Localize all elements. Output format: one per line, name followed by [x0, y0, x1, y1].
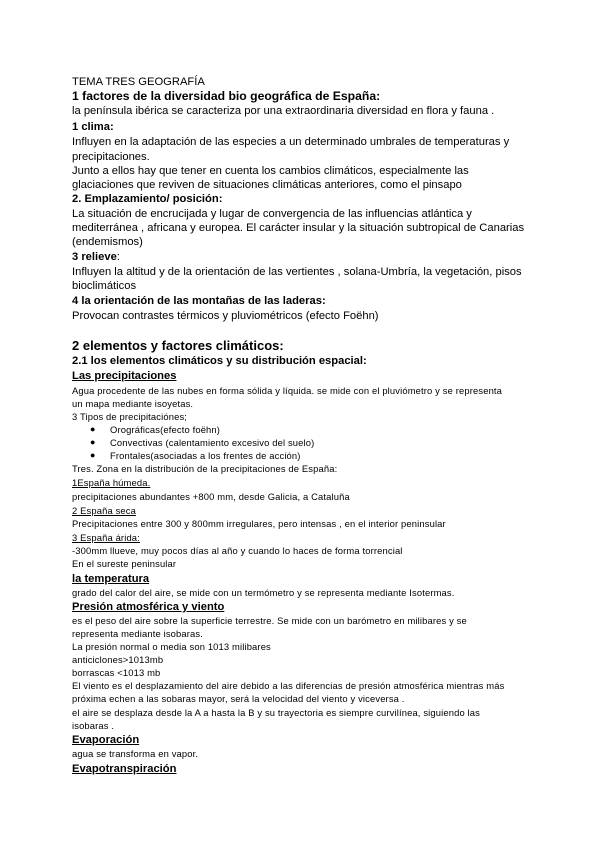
orientacion-heading: 4 la orientación de las montañas de las laderas: — [72, 295, 326, 307]
bullet-item-orograficas: Orográficas(efecto foëhn) — [110, 424, 221, 435]
bullet-icon: ● — [90, 424, 96, 434]
presion-text-1: es el peso del aire sobre la superficie terrestre. Se mide con un barómetro en milibares y se — [72, 615, 467, 626]
relieve-text-1: Influyen la altitud y de la orientación de las vertientes , solana-Umbría, la vegetación, pisos — [72, 266, 522, 278]
relieve-heading-colon: : — [116, 251, 120, 263]
espana-humeda-text: precipitaciones abundantes +800 mm, desde Galicia, a Cataluña — [72, 491, 350, 502]
relieve-heading-label: 3 relieve — [72, 251, 117, 263]
espana-humeda-heading: 1España húmeda. — [72, 477, 151, 488]
evaporacion-text: agua se transforma en vapor. — [72, 748, 199, 759]
presion-text-2: representa mediante isobaras. — [72, 628, 203, 639]
clima-text-1: Influyen en la adaptación de las especies a un determinado umbrales de temperaturas y — [72, 136, 510, 148]
viento-text-2: próxima echen a las sobaras mayor, será la velocidad del viento y viceversa . — [72, 693, 405, 704]
emplazamiento-text-3: (endemismos) — [72, 236, 143, 248]
emplazamiento-heading: 2. Emplazamiento/ posición: — [72, 193, 223, 205]
bullet-icon: ● — [90, 450, 96, 460]
section-2-heading: 2 elementos y factores climáticos: — [72, 338, 284, 353]
viento-text-3: el aire se desplaza desde la A a hasta la B y su trayectoria es siempre curvilínea, siguiendo las — [72, 707, 480, 718]
precipitaciones-text-2: un mapa mediante isoyetas. — [72, 398, 194, 409]
tipos-heading: 3 Tipos de precipitaciónes; — [72, 411, 188, 422]
clima-heading: 1 clima: — [72, 121, 114, 133]
relieve-text-2: bioclimáticos — [72, 280, 137, 292]
emplazamiento-text-2: mediterránea , africana y europea. El carácter insular y la situación subtropical de Canarias — [72, 222, 525, 234]
presion-text-3: La presión normal o media son 1013 milibares — [72, 641, 271, 652]
emplazamiento-text-1: La situación de encrucijada y lugar de convergencia de las influencias atlántica y — [72, 208, 472, 220]
presion-text-5: borrascas <1013 mb — [72, 667, 161, 678]
viento-text-1: El viento es el desplazamiento del aire debido a las diferencias de presión atmosférica mientras más — [72, 680, 505, 691]
relieve-heading — [72, 250, 120, 264]
precipitaciones-heading: Las precipitaciones — [72, 370, 177, 382]
clima-text-3: Junto a ellos hay que tener en cuenta los cambios climáticos, especialmente las — [72, 165, 469, 177]
clima-text-2: precipitaciones. — [72, 151, 150, 163]
section-1-heading: 1 factores de la diversidad bio geográfica de España: — [72, 89, 381, 103]
evapotranspiracion-heading: Evapotranspiración — [72, 763, 177, 775]
section-1-intro: la península ibérica se caracteriza por una extraordinaria diversidad en flora y fauna . — [72, 105, 495, 117]
bullet-item-convectivas: Convectivas (calentamiento excesivo del suelo) — [110, 437, 315, 448]
temperatura-text: grado del calor del aire, se mide con un termómetro y se representa mediante Isotermas. — [72, 587, 455, 598]
bullet-icon: ● — [90, 437, 96, 447]
precipitaciones-text-1: Agua procedente de las nubes en forma sólida y líquida. se mide con el pluviómetro y se representa — [72, 385, 503, 396]
presion-heading: Presión atmosférica y viento — [72, 601, 225, 613]
espana-arida-text-2: En el sureste peninsular — [72, 558, 177, 569]
document-title: TEMA TRES GEOGRAFÍA — [72, 76, 205, 88]
espana-seca-text: Precipitaciones entre 300 y 800mm irregulares, pero intensas , en el interior peninsular — [72, 518, 446, 529]
espana-seca-heading: 2 España seca — [72, 505, 136, 516]
temperatura-heading: la temperatura — [72, 573, 150, 585]
viento-text-4: isobaras . — [72, 720, 115, 731]
presion-text-4: anticiclones>1013mb — [72, 654, 164, 665]
orientacion-text-1: Provocan contrastes térmicos y pluviométricos (efecto Foëhn) — [72, 310, 379, 322]
clima-text-4: glaciaciones que reviven de situaciones climáticas anteriores, como el pinsapo — [72, 179, 462, 191]
section-2-1-heading: 2.1 los elementos climáticos y su distribución espacial: — [72, 355, 367, 367]
evaporacion-heading: Evaporación — [72, 734, 140, 746]
tres-zona-text: Tres. Zona en la distribución de la precipitaciones de España: — [72, 463, 338, 474]
espana-arida-heading: 3 España árida: — [72, 532, 140, 543]
espana-arida-text-1: -300mm llueve, muy pocos días al año y cuando lo haces de forma torrencial — [72, 545, 403, 556]
bullet-item-frontales: Frontales(asociadas a los frentes de acción) — [110, 450, 301, 461]
